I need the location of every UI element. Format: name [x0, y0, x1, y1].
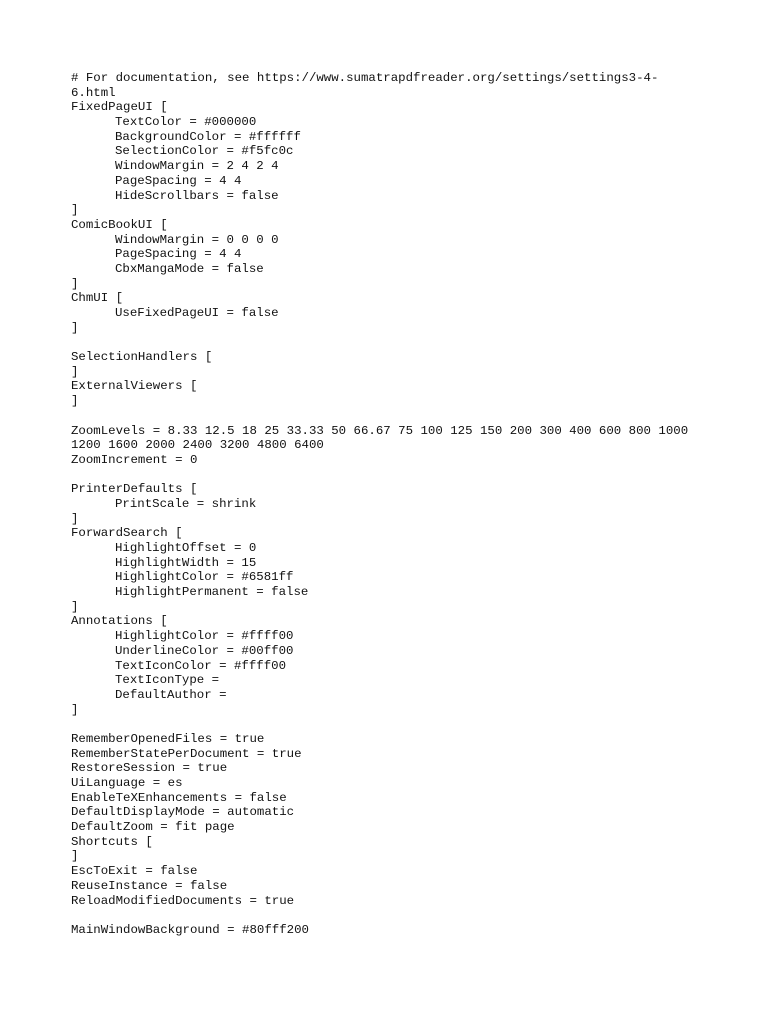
setting-line: SelectionColor = #f5fc0c: [115, 144, 294, 159]
doc-comment-line: # For documentation, see https://www.sumatrapdfreader.org/settings/settings3-4-: [71, 71, 659, 85]
setting-line: HighlightColor = #6581ff: [115, 570, 294, 585]
setting-line: DefaultDisplayMode = automatic: [71, 805, 295, 820]
setting-line: DefaultZoom = fit page: [71, 820, 235, 835]
setting-line: WindowMargin = 0 0 0 0: [115, 232, 279, 247]
section-close: ]: [71, 849, 79, 864]
section-close: ]: [71, 511, 79, 526]
setting-line: RestoreSession = true: [71, 761, 228, 776]
setting-line: HighlightOffset = 0: [115, 541, 257, 555]
setting-line: WindowMargin = 2 4 2 4: [115, 159, 279, 174]
section-header-chmui: ChmUI [: [71, 291, 124, 306]
section-header-shortcuts: Shortcuts [: [71, 834, 153, 849]
setting-line: TextIconColor = #ffff00: [115, 658, 287, 673]
setting-line: EscToExit = false: [71, 864, 198, 879]
section-close: ]: [71, 320, 79, 335]
section-header-selectionhandlers: SelectionHandlers [: [71, 350, 213, 365]
setting-line: HideScrollbars = false: [115, 188, 279, 203]
section-close: ]: [71, 203, 79, 218]
setting-line: CbxMangaMode = false: [115, 261, 264, 276]
setting-line: BackgroundColor = #ffffff: [115, 129, 301, 144]
section-header-fixedpageui: FixedPageUI [: [71, 100, 168, 115]
section-header-printerdefaults: PrinterDefaults [: [71, 482, 198, 497]
section-header-annotations: Annotations [: [71, 614, 168, 629]
doc-comment-line-cont: 6.html: [71, 85, 116, 100]
setting-line: HighlightWidth = 15: [115, 555, 257, 570]
setting-line: ReuseInstance = false: [71, 878, 228, 893]
setting-line: PageSpacing = 4 4: [115, 173, 242, 188]
section-close: ]: [71, 394, 79, 409]
setting-line: TextColor = #000000: [115, 115, 257, 130]
section-header-externalviewers: ExternalViewers [: [71, 379, 198, 394]
setting-line: DefaultAuthor =: [115, 687, 227, 702]
section-close: ]: [71, 276, 79, 291]
setting-line-mainwindowbackground: MainWindowBackground = #80fff200: [71, 922, 309, 937]
setting-line: RememberOpenedFiles = true: [71, 731, 265, 746]
setting-line: PageSpacing = 4 4: [115, 247, 242, 262]
setting-line: TextIconType =: [115, 673, 220, 688]
section-header-comicbookui: ComicBookUI [: [71, 217, 168, 232]
settings-document: [71, 71, 751, 938]
section-close: ]: [71, 599, 79, 614]
section-close: ]: [71, 364, 79, 379]
setting-line-zoomlevels: ZoomLevels = 8.33 12.5 18 25 33.33 50 66.67 75 100 125 150 200 300 400 600 800 1000: [71, 423, 689, 438]
section-close: ]: [71, 702, 79, 717]
blank-line: [71, 409, 751, 424]
setting-line: PrintScale = shrink: [115, 496, 257, 511]
setting-line: UseFixedPageUI = false: [115, 306, 279, 320]
blank-line: [71, 468, 751, 483]
setting-line: HighlightPermanent = false: [115, 585, 309, 600]
setting-line: UiLanguage = es: [71, 776, 183, 790]
setting-line: EnableTeXEnhancements = false: [71, 790, 287, 805]
section-header-forwardsearch: ForwardSearch [: [71, 526, 183, 541]
blank-line: [71, 908, 751, 923]
setting-line: HighlightColor = #ffff00: [115, 629, 294, 644]
blank-line: [71, 717, 751, 732]
blank-line: [71, 335, 751, 350]
setting-line: UnderlineColor = #00ff00: [115, 643, 294, 658]
setting-line: RememberStatePerDocument = true: [71, 746, 302, 761]
setting-line: ReloadModifiedDocuments = true: [71, 893, 295, 908]
setting-line: ZoomIncrement = 0: [71, 452, 198, 467]
setting-line-zoomlevels-cont: 1200 1600 2000 2400 3200 4800 6400: [71, 438, 324, 453]
